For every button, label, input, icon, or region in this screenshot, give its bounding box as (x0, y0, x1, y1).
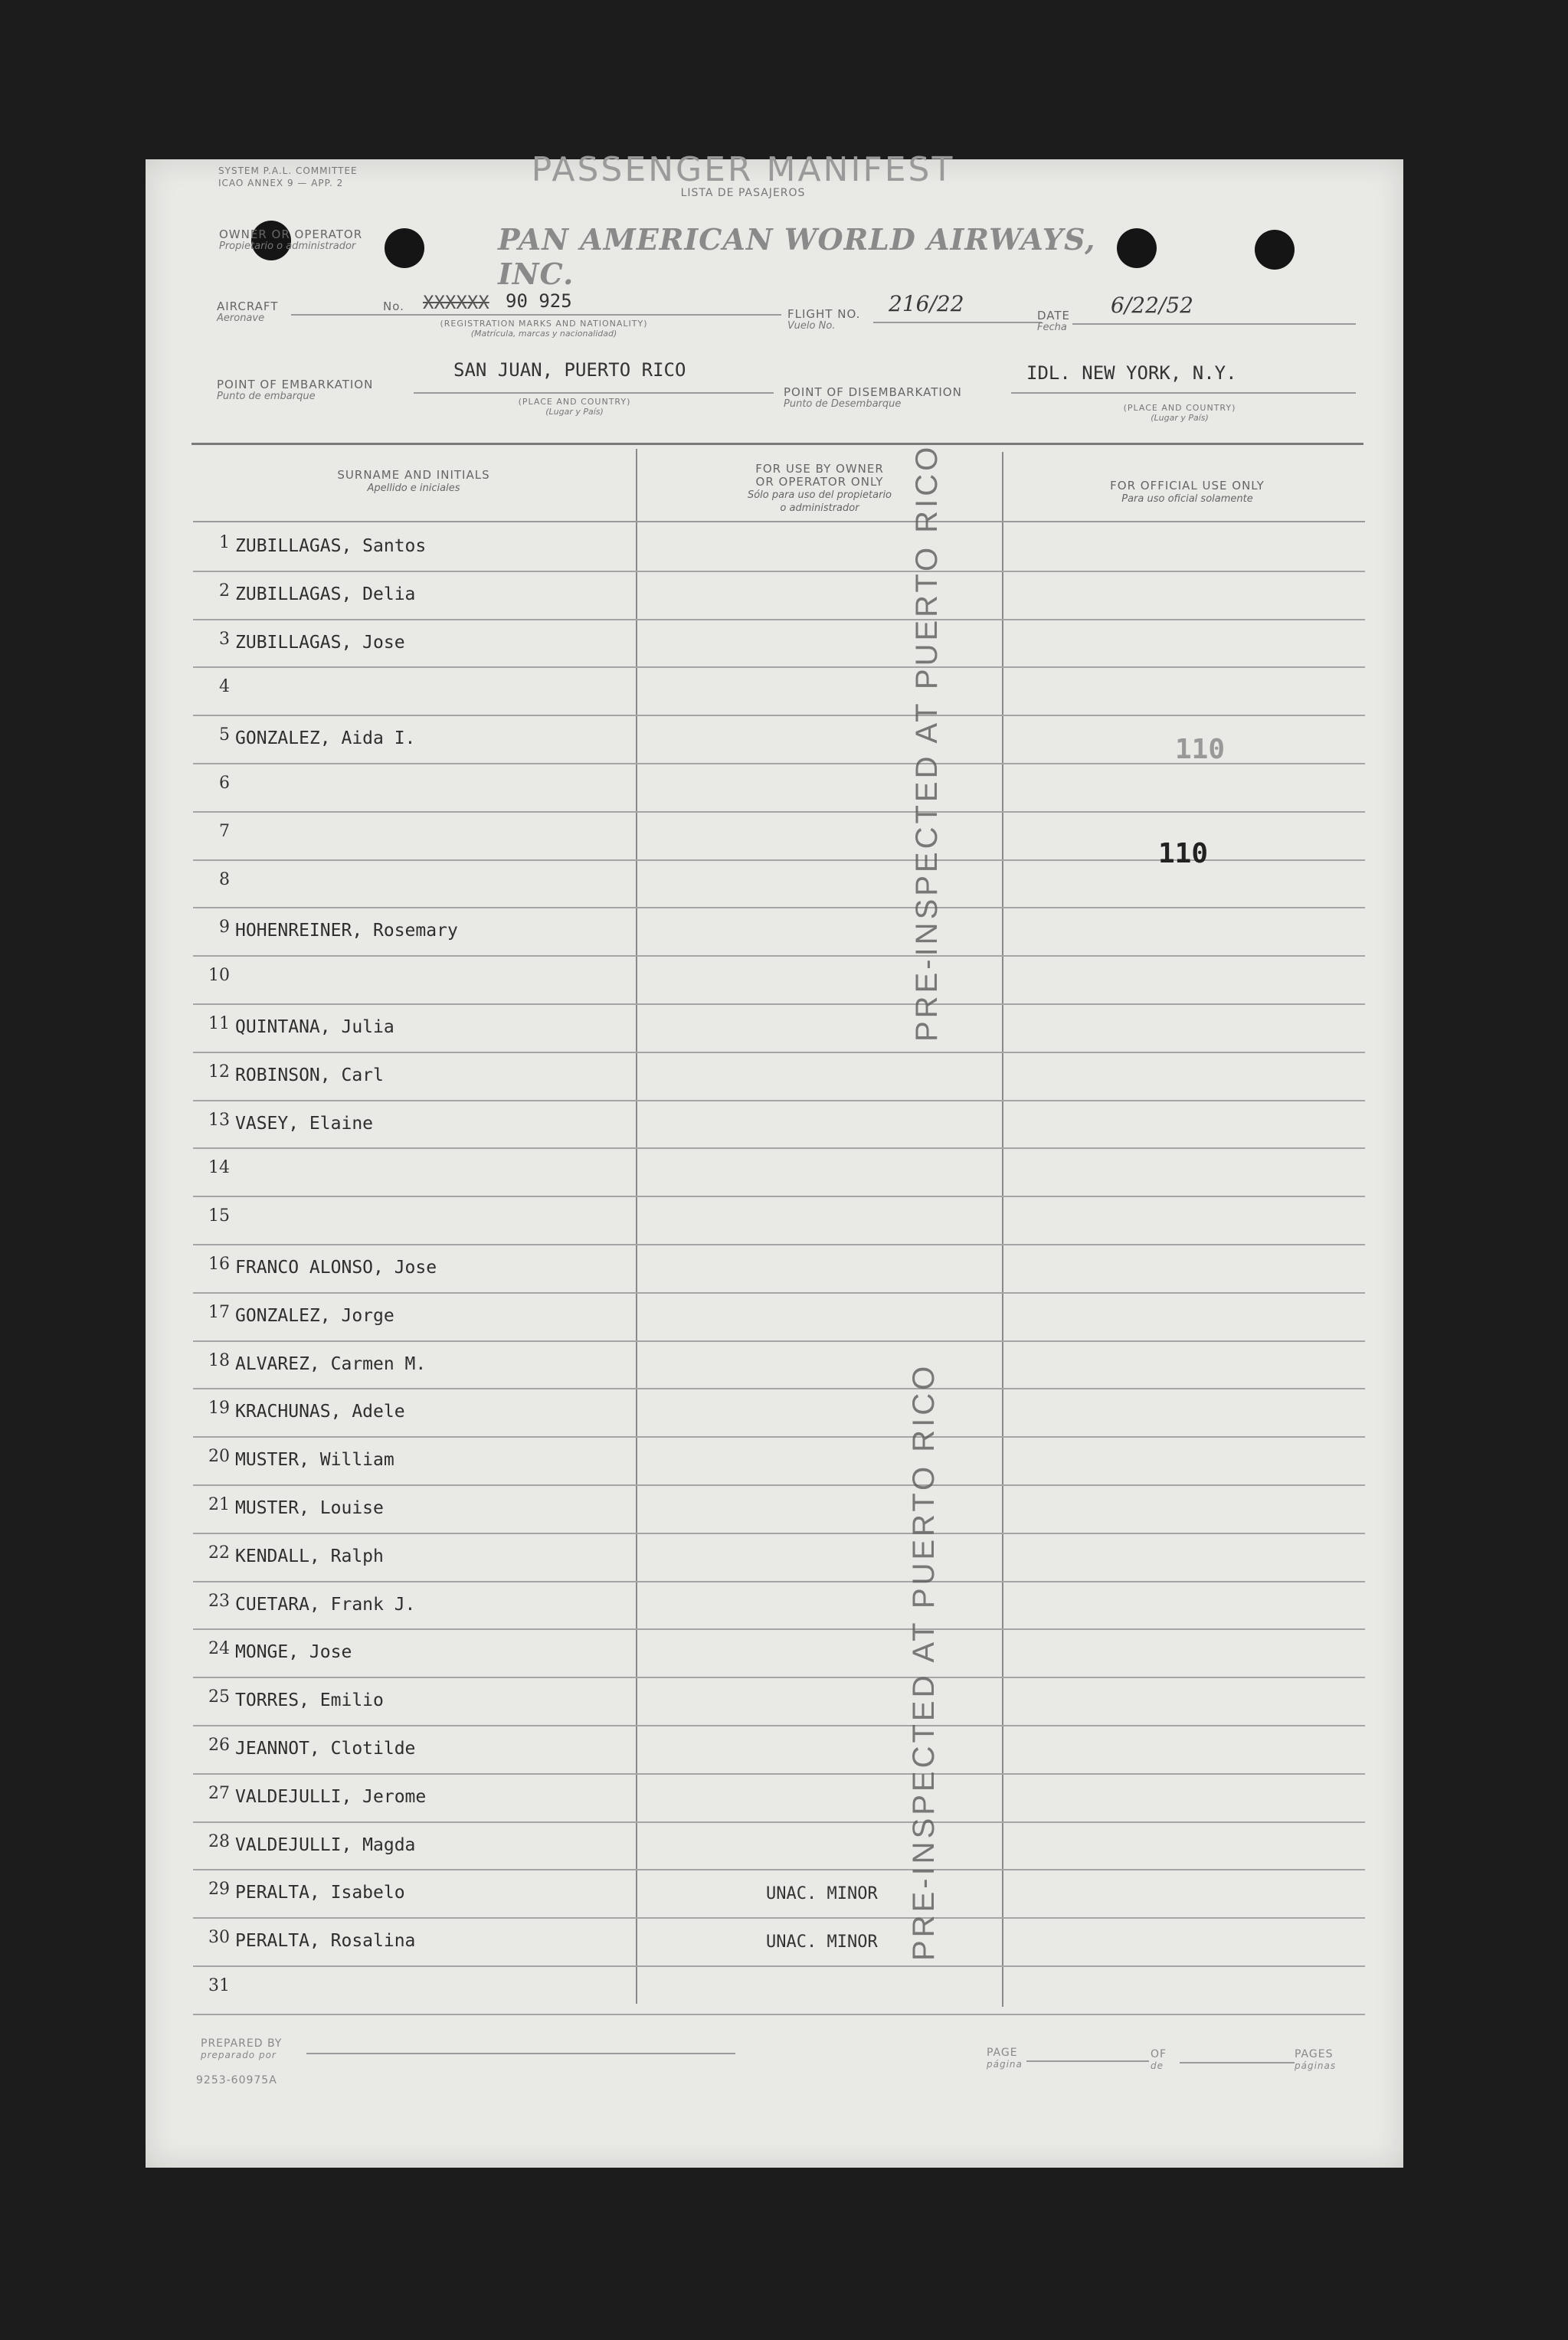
row-number: 22 (208, 1543, 230, 1563)
passenger-name: ALVAREZ, Carmen M. (235, 1354, 427, 1374)
row-number: 5 (219, 725, 230, 745)
passenger-name: ZUBILLAGAS, Jose (235, 633, 405, 653)
prepared-label-en: PREPARED BY (201, 2037, 283, 2050)
row-number: 18 (208, 1351, 230, 1370)
row-rule (193, 1388, 1365, 1389)
row-number: 16 (208, 1255, 230, 1274)
registration-crossed-out: XXXXXX (423, 292, 489, 313)
date-label-es: Fecha (1037, 322, 1067, 333)
airline-name: PAN AMERICAN WORLD AIRWAYS, INC. (498, 222, 1096, 291)
embarkation-place: SAN JUAN, PUERTO RICO (453, 359, 686, 381)
aircraft-underline (291, 314, 781, 316)
row-rule (193, 619, 1365, 620)
passenger-name: ZUBILLAGAS, Santos (235, 536, 427, 556)
official-head-es: Para uso oficial solamente (1121, 493, 1253, 505)
flight-date: 6/22/52 (1111, 293, 1193, 318)
row-rule (193, 1677, 1365, 1678)
page-label-en: PAGE (987, 2047, 1018, 2059)
row-number: 19 (208, 1399, 230, 1418)
disembarkation-place-caption (1088, 403, 1272, 423)
passenger-name: GONZALEZ, Jorge (235, 1306, 394, 1326)
row-rule (193, 1484, 1365, 1486)
row-number: 14 (208, 1158, 230, 1177)
passenger-name: HOHENREINER, Rosemary (235, 921, 458, 941)
passenger-name: CUETARA, Frank J. (235, 1595, 416, 1615)
pages-label-en: PAGES (1295, 2048, 1334, 2060)
row-number: 15 (208, 1206, 230, 1226)
passenger-name: GONZALEZ, Aida I. (235, 728, 416, 748)
punch-hole (385, 228, 424, 268)
row-rule (193, 1340, 1365, 1342)
passenger-name: JEANNOT, Clotilde (235, 1739, 416, 1759)
passenger-name: MUSTER, Louise (235, 1498, 384, 1518)
owner-operator-label (219, 228, 362, 253)
passenger-name: MONGE, Jose (235, 1642, 352, 1662)
of-underline (1180, 2062, 1295, 2063)
passenger-name: MUSTER, William (235, 1450, 394, 1470)
row-rule (193, 1821, 1365, 1823)
page-label (987, 2047, 1023, 2070)
owner-note: UNAC. MINOR (766, 1884, 878, 1903)
flight-label-es: Vuelo No. (787, 320, 836, 332)
official-head-en: FOR OFFICIAL USE ONLY (1110, 479, 1265, 493)
owner-head-en-2: OR OPERATOR ONLY (755, 475, 884, 489)
owner-label-en: OWNER OR OPERATOR (219, 227, 363, 241)
row-rule (193, 1869, 1365, 1870)
registration-caption (414, 319, 674, 339)
row-number: 23 (208, 1592, 230, 1611)
flight-label-en: FLIGHT NO. (787, 307, 861, 321)
of-label-es: de (1151, 2060, 1164, 2071)
document-title: PASSENGER MANIFEST (531, 150, 955, 189)
row-number: 30 (208, 1928, 230, 1947)
row-number: 24 (208, 1639, 230, 1658)
passenger-name: KENDALL, Ralph (235, 1546, 384, 1566)
row-number: 2 (219, 581, 230, 601)
passenger-name: KRACHUNAS, Adele (235, 1402, 405, 1422)
row-rule (193, 1725, 1365, 1726)
row-number: 8 (219, 870, 230, 889)
disembarkation-place: IDL. NEW YORK, N.Y. (1026, 362, 1237, 384)
manifest-sheet (146, 159, 1403, 2168)
owner-head-es-1: Sólo para uso del propietario (747, 489, 892, 501)
surname-column-header (230, 469, 597, 495)
official-mark-faded: 110 (1175, 734, 1226, 765)
pre-inspected-stamp-upper: PRE-INSPECTED AT PUERTO RICO (910, 443, 944, 1042)
system-committee-line1: SYSTEM P.A.L. COMMITTEE (218, 165, 358, 176)
passenger-name: VALDEJULLI, Magda (235, 1835, 416, 1855)
row-number: 29 (208, 1880, 230, 1899)
passenger-name: ZUBILLAGAS, Delia (235, 584, 416, 604)
surname-head-es: Apellido e iniciales (367, 483, 460, 494)
flight-underline (873, 322, 1042, 323)
row-number: 10 (208, 966, 230, 985)
row-rule (193, 811, 1365, 813)
row-number: 11 (208, 1014, 230, 1033)
embark-caption-en: (PLACE AND COUNTRY) (518, 397, 631, 407)
disembarkation-label (784, 386, 962, 411)
flight-no-label (787, 308, 860, 332)
page-label-es: página (987, 2059, 1023, 2070)
owner-head-en-1: FOR USE BY OWNER (755, 462, 884, 476)
passenger-name: TORRES, Emilio (235, 1690, 384, 1710)
row-rule (193, 1917, 1365, 1919)
disembarkation-label-es: Punto de Desembarque (784, 398, 902, 410)
row-rule (193, 1436, 1365, 1438)
row-number: 13 (208, 1111, 230, 1130)
row-rule (193, 1292, 1365, 1294)
disembark-caption-es: (Lugar y País) (1151, 413, 1209, 423)
row-number: 28 (208, 1832, 230, 1851)
row-number: 26 (208, 1736, 230, 1755)
punch-hole (1255, 230, 1295, 270)
passenger-name: ROBINSON, Carl (235, 1065, 384, 1085)
aircraft-no-label: No. (383, 299, 404, 313)
disembark-caption-en: (PLACE AND COUNTRY) (1123, 403, 1236, 413)
row-rule (193, 1965, 1365, 1967)
table-top-rule (191, 443, 1363, 445)
embarkation-place-caption (490, 397, 659, 417)
official-column-header (1042, 479, 1333, 506)
prepared-label-es: preparado por (201, 2050, 277, 2060)
row-number: 6 (219, 774, 230, 793)
passenger-name: VASEY, Elaine (235, 1114, 374, 1134)
form-code: 9253-60975A (196, 2074, 277, 2086)
embarkation-label (217, 378, 373, 403)
row-rule (193, 1628, 1365, 1630)
pre-inspected-stamp-lower: PRE-INSPECTED AT PUERTO RICO (907, 1363, 941, 1961)
owner-note: UNAC. MINOR (766, 1933, 878, 1952)
owner-head-es-2: o administrador (780, 502, 859, 514)
prepared-by-label (201, 2037, 282, 2060)
embarkation-label-es: Punto de embarque (217, 391, 316, 402)
official-mark-bold: 110 (1158, 838, 1209, 869)
date-label-en: DATE (1037, 309, 1071, 322)
embarkation-label-en: POINT OF EMBARKATION (217, 378, 374, 391)
row-number: 4 (219, 677, 230, 696)
registration-number: 90 925 (506, 290, 572, 312)
date-underline (1072, 323, 1356, 325)
row-rule (193, 571, 1365, 572)
passenger-name: QUINTANA, Julia (235, 1017, 394, 1037)
system-committee-line2: ICAO ANNEX 9 — APP. 2 (218, 178, 344, 188)
row-number: 7 (219, 822, 230, 841)
row-rule (193, 955, 1365, 957)
registration-caption-en: (REGISTRATION MARKS AND NATIONALITY) (440, 319, 648, 329)
passenger-name: VALDEJULLI, Jerome (235, 1787, 427, 1807)
row-number: 20 (208, 1447, 230, 1466)
row-number: 9 (219, 918, 230, 937)
row-number: 31 (208, 1976, 230, 1995)
row-number: 21 (208, 1495, 230, 1514)
row-rule (193, 1773, 1365, 1775)
date-label (1037, 309, 1070, 334)
row-number: 3 (219, 630, 230, 649)
row-rule (193, 1003, 1365, 1005)
pages-label (1295, 2048, 1336, 2071)
passenger-name: PERALTA, Rosalina (235, 1931, 416, 1951)
punch-hole (1117, 228, 1157, 268)
column-divider-1 (636, 449, 637, 2004)
row-rule (193, 1196, 1365, 1197)
row-number: 17 (208, 1303, 230, 1322)
passenger-name: PERALTA, Isabelo (235, 1883, 405, 1903)
row-rule (193, 666, 1365, 668)
prepared-by-underline (306, 2053, 735, 2054)
of-label (1151, 2048, 1167, 2071)
registration-caption-es: (Matrícula, marcas y nacionalidad) (470, 329, 617, 339)
aircraft-label-en: AIRCRAFT (217, 299, 279, 313)
row-rule (193, 1100, 1365, 1101)
owner-label-es: Propietario o administrador (219, 241, 356, 252)
passenger-name: FRANCO ALONSO, Jose (235, 1258, 437, 1278)
row-rule (193, 1147, 1365, 1149)
surname-head-en: SURNAME AND INITIALS (337, 468, 490, 482)
row-rule (193, 1244, 1365, 1245)
flight-number: 216/22 (889, 291, 964, 316)
aircraft-label-es: Aeronave (217, 313, 265, 324)
row-number: 25 (208, 1687, 230, 1707)
row-rule (193, 1533, 1365, 1534)
row-rule (193, 715, 1365, 716)
header-bottom-rule (193, 521, 1365, 522)
embark-caption-es: (Lugar y País) (545, 407, 604, 417)
disembarkation-underline (1011, 392, 1356, 394)
pages-label-es: páginas (1295, 2060, 1337, 2071)
row-number: 1 (219, 533, 230, 552)
disembarkation-label-en: POINT OF DISEMBARKATION (784, 385, 962, 399)
embarkation-underline (414, 392, 774, 394)
of-label-en: OF (1151, 2048, 1167, 2060)
document-subtitle: LISTA DE PASAJEROS (680, 187, 806, 199)
row-rule (193, 907, 1365, 908)
aircraft-label (217, 300, 278, 325)
row-number: 12 (208, 1062, 230, 1082)
row-rule (193, 2014, 1365, 2015)
row-rule (193, 1581, 1365, 1582)
row-number: 27 (208, 1784, 230, 1803)
page-underline (1026, 2060, 1149, 2062)
row-rule (193, 1052, 1365, 1053)
